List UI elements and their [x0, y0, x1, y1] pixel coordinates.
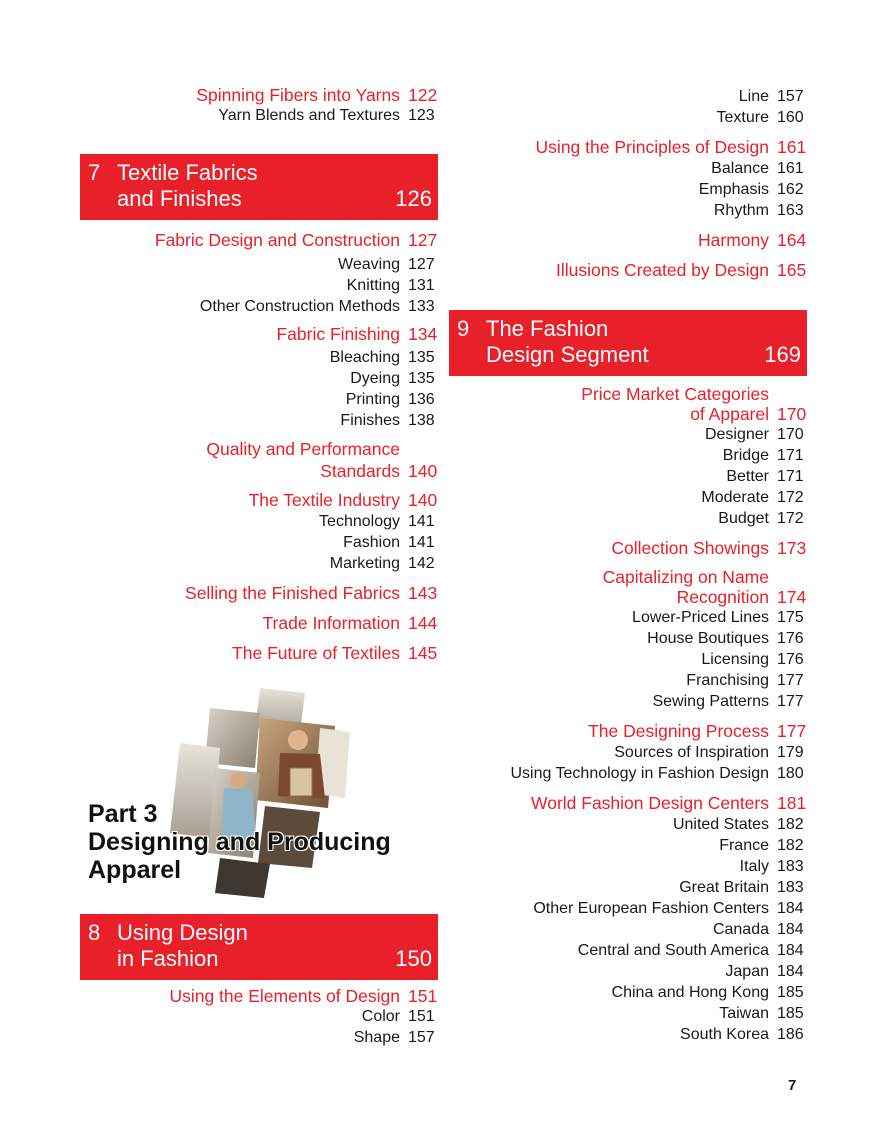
- toc-entry-title: Marketing: [329, 555, 400, 572]
- toc-subentry[interactable]: [80, 296, 438, 317]
- chapter-9-entries: [449, 384, 807, 1045]
- toc-entry-page: 182: [777, 837, 804, 854]
- toc-subentry[interactable]: [449, 919, 807, 940]
- toc-entry-page: 176: [777, 630, 804, 647]
- toc-subentry[interactable]: [449, 898, 807, 919]
- toc-entry-title: South Korea: [680, 1026, 769, 1043]
- toc-subentry[interactable]: [449, 466, 807, 487]
- toc-subentry[interactable]: [449, 628, 807, 649]
- toc-subentry[interactable]: [449, 835, 807, 856]
- toc-entry-page: 123: [408, 107, 435, 124]
- toc-entry-title: Rhythm: [713, 202, 769, 219]
- toc-entry-title: Quality and Performance: [206, 439, 400, 459]
- toc-entry-page: 172: [777, 489, 804, 506]
- toc-entry[interactable]: [449, 128, 807, 158]
- toc-subentry[interactable]: [80, 1027, 438, 1048]
- toc-entry-page: 127: [408, 256, 435, 273]
- chapter-7-entries: [80, 226, 438, 664]
- chapter-number: 8: [88, 920, 101, 945]
- toc-subentry[interactable]: [449, 982, 807, 1003]
- toc-entry-title: Technology: [319, 513, 400, 530]
- toc-subentry[interactable]: [449, 200, 807, 221]
- chapter-page: 150: [395, 946, 432, 971]
- toc-entry-title: Emphasis: [698, 181, 769, 198]
- toc-entry-page: 162: [777, 181, 804, 198]
- toc-entry-page: 186: [777, 1026, 804, 1043]
- toc-subentry[interactable]: [80, 1006, 438, 1027]
- toc-right-top: [449, 86, 807, 281]
- toc-subentry[interactable]: [449, 179, 807, 200]
- toc-subentry[interactable]: [449, 1003, 807, 1024]
- toc-subentry[interactable]: [80, 532, 438, 553]
- toc-entry-page: 133: [408, 298, 435, 315]
- toc-entry-title: of Apparel: [690, 404, 769, 424]
- toc-entry-page: 136: [408, 391, 435, 408]
- toc-entry-page: 151: [408, 1008, 435, 1025]
- toc-entry-title: Harmony: [698, 230, 769, 250]
- toc-entry-page: 163: [777, 202, 804, 219]
- toc-subentry[interactable]: [80, 254, 438, 275]
- toc-entry-page: 138: [408, 412, 435, 429]
- toc-entry[interactable]: [80, 317, 438, 347]
- chapter-title-line1: The Fashion: [486, 316, 609, 341]
- toc-entry-page: 175: [777, 609, 804, 626]
- toc-entry-page: 145: [408, 643, 438, 663]
- toc-entry-title: Fabric Design and Construction: [154, 230, 400, 250]
- toc-entry[interactable]: [80, 574, 438, 604]
- toc-entry-title: Price Market Categories: [581, 384, 769, 404]
- toc-entry-title: Bridge: [722, 447, 769, 464]
- toc-subentry[interactable]: [80, 389, 438, 410]
- part-title-line1: Designing and Producing: [88, 828, 391, 856]
- toc-entry-title: Dyeing: [350, 370, 400, 387]
- chapter-8-entries: [80, 986, 438, 1048]
- toc-subentry[interactable]: [449, 607, 807, 628]
- toc-entry-page: 131: [408, 277, 435, 294]
- toc-entry-page: 144: [408, 613, 438, 633]
- toc-entry-title: Spinning Fibers into Yarns: [196, 85, 400, 105]
- chapter-title-line1: Using Design: [117, 920, 248, 945]
- toc-entry-title: Licensing: [701, 651, 769, 668]
- toc-entry-page: 185: [777, 984, 804, 1001]
- toc-entry-title: Weaving: [338, 256, 400, 273]
- chapter-page: 126: [395, 186, 432, 211]
- toc-entry-title: Lower-Priced Lines: [632, 609, 769, 626]
- toc-entry-title: Bleaching: [329, 349, 400, 366]
- toc-subentry[interactable]: [449, 742, 807, 763]
- toc-entry-page: 165: [777, 260, 807, 280]
- toc-subentry[interactable]: [80, 347, 438, 368]
- toc-entry-page: 157: [408, 1029, 435, 1046]
- toc-entry-page: 183: [777, 858, 804, 875]
- toc-entry-title: Knitting: [346, 277, 400, 294]
- toc-subentry[interactable]: [80, 368, 438, 389]
- toc-entry-page: 142: [408, 555, 435, 572]
- toc-entry-title: Budget: [718, 510, 769, 527]
- toc-entry-title: Finishes: [340, 412, 400, 429]
- toc-entry-line1[interactable]: [80, 431, 438, 461]
- chapter-7-header[interactable]: [80, 154, 438, 220]
- toc-entry-page: 171: [777, 468, 804, 485]
- toc-subentry[interactable]: [80, 105, 438, 126]
- toc-entry-title: Fashion: [343, 534, 400, 551]
- toc-entry-title: Standards: [320, 461, 400, 481]
- toc-subentry[interactable]: [449, 424, 807, 445]
- chapter-page: 169: [764, 342, 801, 367]
- toc-entry-page: 172: [777, 510, 804, 527]
- toc-entry-page: 157: [777, 88, 804, 105]
- toc-entry-title: World Fashion Design Centers: [531, 793, 769, 813]
- toc-entry-page: 184: [777, 900, 804, 917]
- toc-entry-page: 184: [777, 963, 804, 980]
- toc-entry-page: 170: [777, 404, 807, 424]
- toc-entry-page: 185: [777, 1005, 804, 1022]
- toc-entry-title: Other Construction Methods: [199, 298, 400, 315]
- toc-entry-title: Better: [726, 468, 769, 485]
- toc-entry-title: Central and South America: [577, 942, 769, 959]
- toc-entry-line1[interactable]: [449, 384, 807, 404]
- toc-entry-title: Color: [361, 1008, 400, 1025]
- chapter-title-line2: and Finishes: [117, 186, 242, 211]
- part-title-line2: Apparel: [88, 856, 182, 884]
- toc-entry-title: Trade Information: [262, 613, 400, 633]
- toc-subentry[interactable]: [449, 1024, 807, 1045]
- toc-entry-title: Fabric Finishing: [276, 324, 400, 344]
- toc-entry-title: The Textile Industry: [248, 490, 400, 510]
- toc-entry[interactable]: [80, 481, 438, 511]
- toc-entry-page: 173: [777, 538, 807, 558]
- toc-entry[interactable]: [80, 634, 438, 664]
- toc-entry-title: Other European Fashion Centers: [533, 900, 769, 917]
- toc-entry-title: Printing: [345, 391, 400, 408]
- toc-entry-page: 141: [408, 513, 435, 530]
- toc-entry-page: 140: [408, 490, 438, 510]
- toc-entry-page: 184: [777, 942, 804, 959]
- toc-entry[interactable]: [449, 712, 807, 742]
- toc-subentry[interactable]: [449, 107, 807, 128]
- chapter-number: 9: [457, 316, 470, 341]
- toc-subentry[interactable]: [449, 445, 807, 466]
- chapter-title-line2: in Fashion: [117, 946, 219, 971]
- chapter-title-line2: Design Segment: [486, 342, 649, 367]
- toc-entry-line1[interactable]: [449, 559, 807, 587]
- page-number: 7: [788, 1077, 797, 1094]
- toc-subentry[interactable]: [449, 961, 807, 982]
- toc-entry-title: Designer: [704, 426, 769, 443]
- toc-entry-title: Yarn Blends and Textures: [218, 107, 400, 124]
- toc-entry-page: 160: [777, 109, 804, 126]
- toc-subentry[interactable]: [449, 763, 807, 784]
- toc-subentry[interactable]: [449, 877, 807, 898]
- chapter-title-line1: Textile Fabrics: [117, 160, 258, 185]
- toc-entry-page: 177: [777, 693, 804, 710]
- toc-subentry[interactable]: [80, 553, 438, 574]
- toc-entry-title: Capitalizing on Name: [602, 567, 769, 587]
- toc-entry-title: Using the Principles of Design: [535, 137, 769, 157]
- chapter-number: 7: [88, 160, 101, 185]
- toc-entry-title: Taiwan: [719, 1005, 769, 1022]
- toc-entry-title: Sewing Patterns: [652, 693, 769, 710]
- toc-entry[interactable]: [449, 529, 807, 559]
- toc-entry-title: Shape: [353, 1029, 400, 1046]
- toc-entry[interactable]: [449, 251, 807, 281]
- toc-entry-page: 164: [777, 230, 807, 250]
- toc-entry-page: 182: [777, 816, 804, 833]
- toc-entry-page: 140: [408, 461, 438, 481]
- toc-entry-title: Balance: [711, 160, 769, 177]
- toc-entry-title: House Boutiques: [647, 630, 769, 647]
- toc-subentry[interactable]: [449, 487, 807, 508]
- toc-top-block: [80, 85, 438, 126]
- toc-subentry[interactable]: [449, 649, 807, 670]
- part-3-heading: [88, 800, 391, 884]
- part-number: Part 3: [88, 800, 158, 828]
- toc-entry-page: 174: [777, 587, 807, 607]
- toc-entry-page: 161: [777, 160, 804, 177]
- toc-entry-page: 135: [408, 370, 435, 387]
- toc-subentry[interactable]: [449, 856, 807, 877]
- toc-entry-title: Illusions Created by Design: [555, 260, 769, 280]
- toc-entry-title: Line: [738, 88, 769, 105]
- toc-entry-title: United States: [672, 816, 769, 833]
- toc-subentry[interactable]: [449, 508, 807, 529]
- toc-entry-page: 183: [777, 879, 804, 896]
- toc-entry-title: Japan: [725, 963, 769, 980]
- toc-entry-title: Using the Elements of Design: [169, 986, 400, 1006]
- toc-entry-title: Recognition: [676, 587, 769, 607]
- toc-entry-title: Great Britain: [679, 879, 769, 896]
- chapter-8-header[interactable]: [80, 914, 438, 980]
- toc-entry-title: Sources of Inspiration: [614, 744, 769, 761]
- toc-entry-page: 180: [777, 765, 804, 782]
- toc-entry-page: 179: [777, 744, 804, 761]
- toc-entry[interactable]: [449, 221, 807, 251]
- toc-subentry[interactable]: [80, 275, 438, 296]
- toc-entry-page: 176: [777, 651, 804, 668]
- toc-entry-title: Italy: [739, 858, 769, 875]
- toc-entry-title: The Designing Process: [588, 721, 769, 741]
- toc-subentry[interactable]: [449, 86, 807, 107]
- chapter-9-header[interactable]: [449, 310, 807, 376]
- toc-entry-page: 171: [777, 447, 804, 464]
- toc-entry-page: 161: [777, 137, 807, 157]
- toc-entry-page: 135: [408, 349, 435, 366]
- toc-entry-page: 177: [777, 672, 804, 689]
- toc-entry-page: 151: [408, 986, 438, 1006]
- toc-entry-title: Canada: [712, 921, 769, 938]
- toc-entry[interactable]: [80, 986, 438, 1006]
- toc-entry-title: Selling the Finished Fabrics: [185, 583, 400, 603]
- toc-entry-title: Franchising: [686, 672, 769, 689]
- toc-entry-page: 127: [408, 230, 438, 250]
- toc-entry-title: Using Technology in Fashion Design: [510, 765, 769, 782]
- toc-entry-title: The Future of Textiles: [232, 643, 400, 663]
- toc-entry-page: 177: [777, 721, 807, 741]
- toc-entry-title: France: [719, 837, 769, 854]
- toc-subentry[interactable]: [449, 691, 807, 712]
- toc-entry-title: China and Hong Kong: [611, 984, 769, 1001]
- toc-entry-title: Collection Showings: [611, 538, 769, 558]
- toc-entry-page: 181: [777, 793, 807, 813]
- toc-subentry[interactable]: [449, 940, 807, 961]
- toc-entry-page: 170: [777, 426, 804, 443]
- toc-entry[interactable]: [449, 784, 807, 814]
- toc-entry-page: 184: [777, 921, 804, 938]
- toc-entry[interactable]: [80, 85, 438, 105]
- toc-entry-page: 143: [408, 583, 438, 603]
- toc-entry-title: Texture: [716, 109, 769, 126]
- toc-entry-page: 141: [408, 534, 435, 551]
- toc-subentry[interactable]: [80, 410, 438, 431]
- toc-entry-title: Moderate: [701, 489, 769, 506]
- toc-entry[interactable]: [80, 226, 438, 254]
- toc-entry[interactable]: [449, 404, 807, 424]
- toc-subentry[interactable]: [449, 670, 807, 691]
- toc-entry-page: 134: [408, 324, 438, 344]
- toc-entry-page: 122: [408, 85, 438, 105]
